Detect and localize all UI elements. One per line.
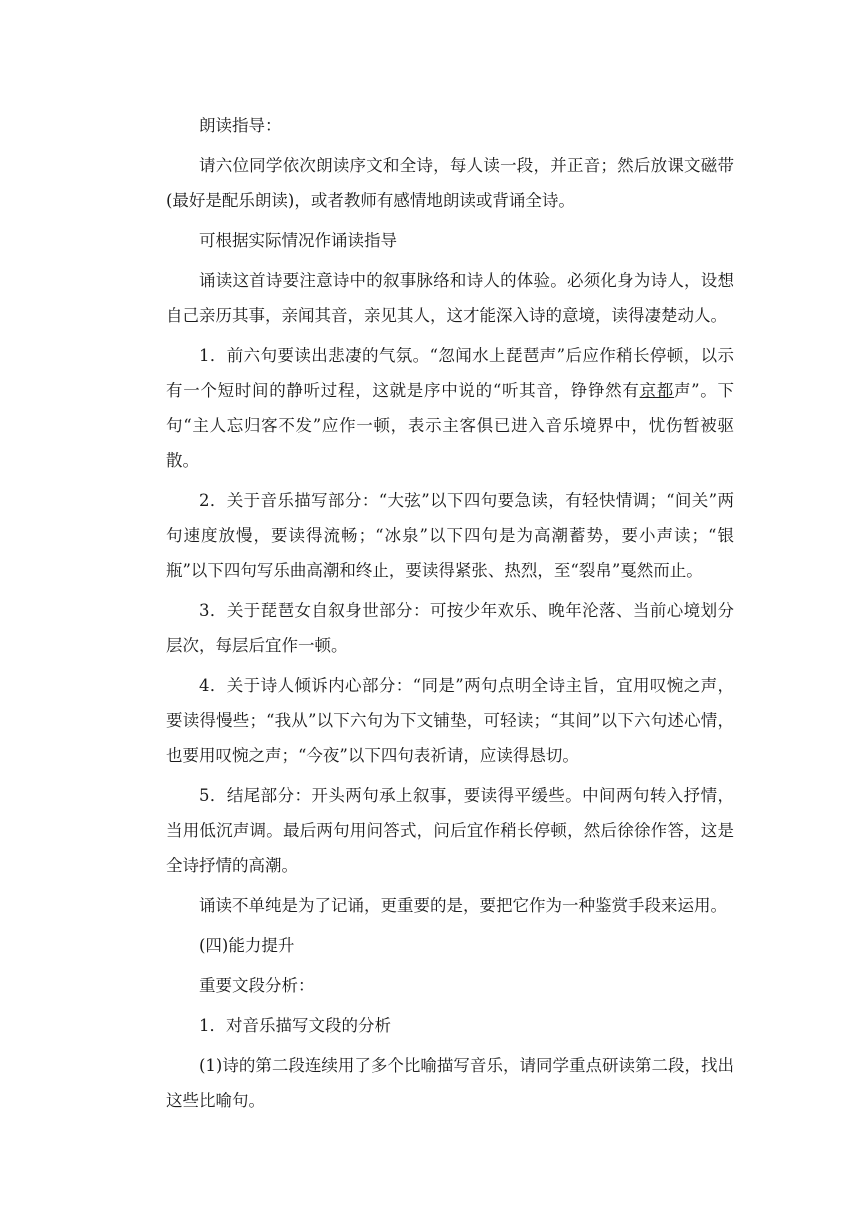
recitation-note: 可根据实际情况作诵读指导 (199, 231, 397, 250)
music-analysis-title: 1．对音乐描写文段的分析 (199, 1016, 391, 1035)
point-3: 3．关于琵琶女自叙身世部分：可按少年欢乐、晚年沦落、当前心境划分层次，每层后宜作一顿。 (166, 601, 734, 655)
point-1-underlined: 京都 (639, 381, 674, 400)
music-analysis-question-1: (1)诗的第二段连续用了多个比喻描写音乐，请同学重点研读第二段，找出这些比喻句。 (166, 1056, 734, 1110)
recitation-purpose: 诵读不单纯是为了记诵，更重要的是，要把它作为一种鉴赏手段来运用。 (199, 896, 727, 915)
document-page (166, 108, 734, 1123)
key-passage-title: 重要文段分析： (199, 976, 315, 995)
reading-guide-title: 朗读指导： (199, 116, 282, 135)
section-4-title: (四)能力提升 (199, 936, 295, 955)
point-5: 5．结尾部分：开头两句承上叙事，要读得平缓些。中间两句转入抒情，当用低沉声调。最后两句用问答式，问后宜作稍长停顿，然后徐徐作答，这是全诗抒情的高潮。 (166, 786, 734, 875)
point-1-part-b: 声”。下句“主人忘归客不发”应作一顿，表示主客俱已进入音乐境界中，忧伤暂被驱散。 (166, 381, 735, 470)
point-1-part-a: 1．前六句要读出悲凄的气氛。“忽闻水上琵琶声”后应作稍长停顿，以示有一个短时间的静听过程，这就是序中说的“听其音，铮铮然有 (166, 346, 734, 400)
reading-guide-text: 请六位同学依次朗读序文和全诗，每人读一段，并正音；然后放课文磁带(最好是配乐朗读)，或者教师有感情地朗读或背诵全诗。 (166, 156, 734, 210)
point-1 (166, 338, 734, 478)
point-4: 4．关于诗人倾诉内心部分：“同是”两句点明全诗主旨，宜用叹惋之声，要读得慢些；“我从”以下六句为下文铺垫，可轻读；“其间”以下六句述心情，也要用叹惋之声；“今夜”以下四句表祈请，应读得恳切。 (166, 676, 734, 765)
recitation-intro: 诵读这首诗要注意诗中的叙事脉络和诗人的体验。必须化身为诗人，设想自己亲历其事，亲闻其音，亲见其人，这才能深入诗的意境，读得凄楚动人。 (166, 271, 734, 325)
point-2: 2．关于音乐描写部分：“大弦”以下四句要急读，有轻快情调；“间关”两句速度放慢，要读得流畅；“冰泉”以下四句是为高潮蓄势，要小声读；“银瓶”以下四句写乐曲高潮和终止，要读得紧张、热烈，至“裂帛”戛然而止。 (166, 491, 734, 580)
